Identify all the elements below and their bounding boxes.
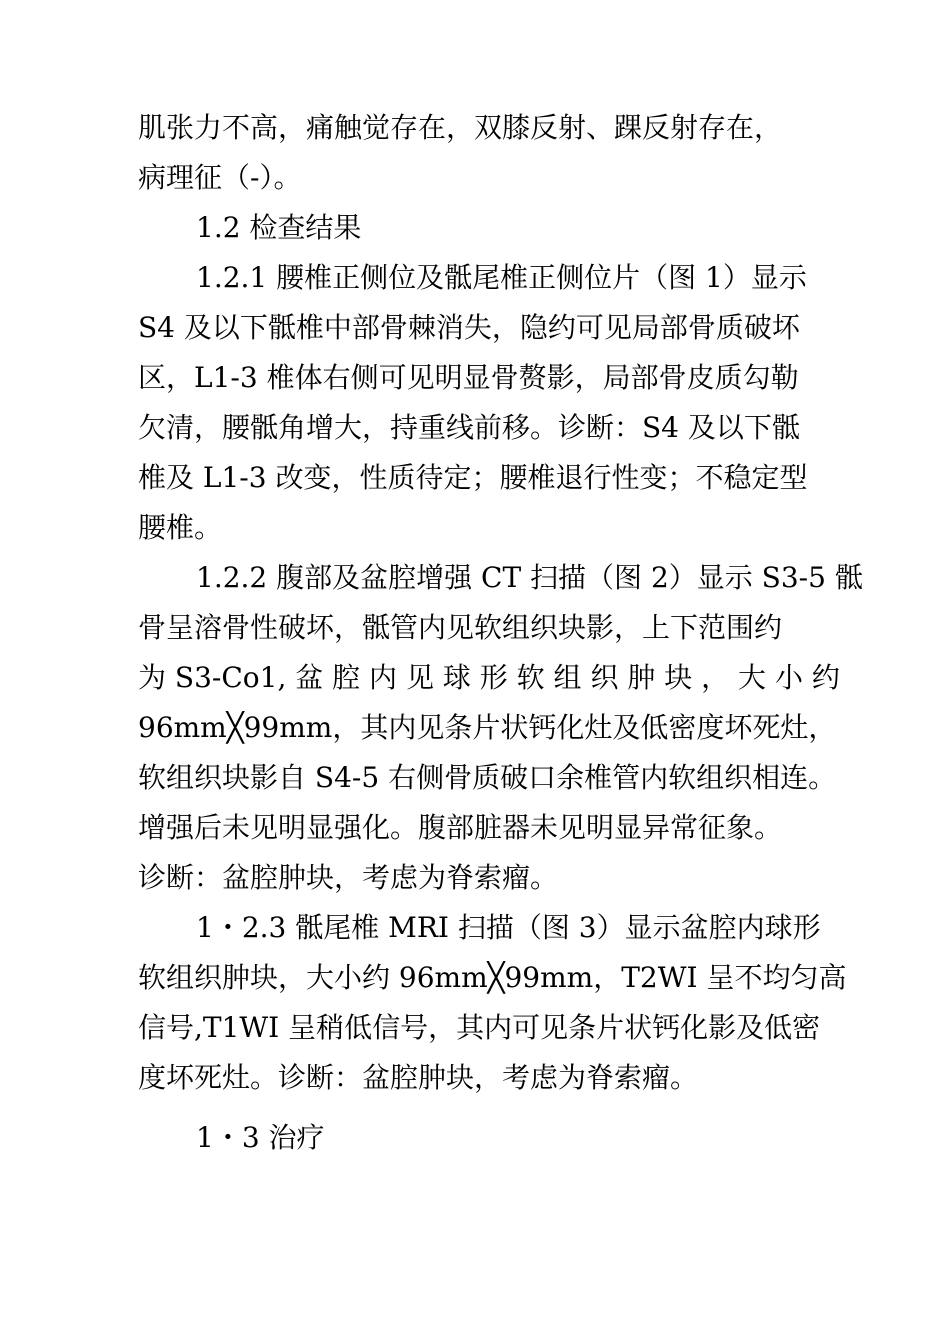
text-line: 椎及 L1-3 改变，性质待定；腰椎退行性变；不稳定型 xyxy=(138,461,808,494)
text-line: 肌张力不高，痛触觉存在，双膝反射、踝反射存在， xyxy=(138,111,783,144)
section-heading: 1.2 检查结果 xyxy=(196,211,362,244)
text-line: 信号,T1WI 呈稍低信号，其内可见条片状钙化影及低密 xyxy=(138,1011,821,1044)
text-line: 软组织块影自 S4-5 右侧骨质破口余椎管内软组织相连。 xyxy=(138,761,837,794)
text-line: S4 及以下骶椎中部骨棘消失，隐约可见局部骨质破坏 xyxy=(138,311,800,344)
text-line: 区，L1-3 椎体右侧可见明显骨赘影，局部骨皮质勾勒 xyxy=(138,361,799,394)
text-line: 1.2.1 腰椎正侧位及骶尾椎正侧位片（图 1）显示 xyxy=(196,261,807,294)
text-line: 1.2.2 腹部及盆腔增强 CT 扫描（图 2）显示 S3-5 骶 xyxy=(196,561,863,594)
text-line: 骨呈溶骨性破坏，骶管内见软组织块影，上下范围约 xyxy=(138,611,783,644)
text-line: 软组织肿块，大小约 96mm╳99mm，T2WI 呈不均匀高 xyxy=(138,961,847,994)
text-line: 腰椎。 xyxy=(138,511,223,544)
text-line: 为 S3-Co1, 盆 腔 内 见 球 形 软 组 织 肿 块 ， 大 小 约 xyxy=(138,661,840,694)
section-heading: 1・3 治疗 xyxy=(196,1121,325,1154)
text-line: 欠清，腰骶角增大，持重线前移。诊断：S4 及以下骶 xyxy=(138,411,800,444)
text-line: 病理征（-）。 xyxy=(138,161,302,194)
text-line: 增强后未见明显强化。腹部脏器未见明显异常征象。 xyxy=(138,811,783,844)
text-line: 度坏死灶。诊断：盆腔肿块，考虑为脊索瘤。 xyxy=(138,1061,699,1094)
text-line: 96mm╳99mm，其内见条片状钙化灶及低密度坏死灶， xyxy=(138,711,837,744)
text-line: 1・2.3 骶尾椎 MRI 扫描（图 3）显示盆腔内球形 xyxy=(196,911,821,944)
text-line: 诊断：盆腔肿块，考虑为脊索瘤。 xyxy=(138,861,559,894)
